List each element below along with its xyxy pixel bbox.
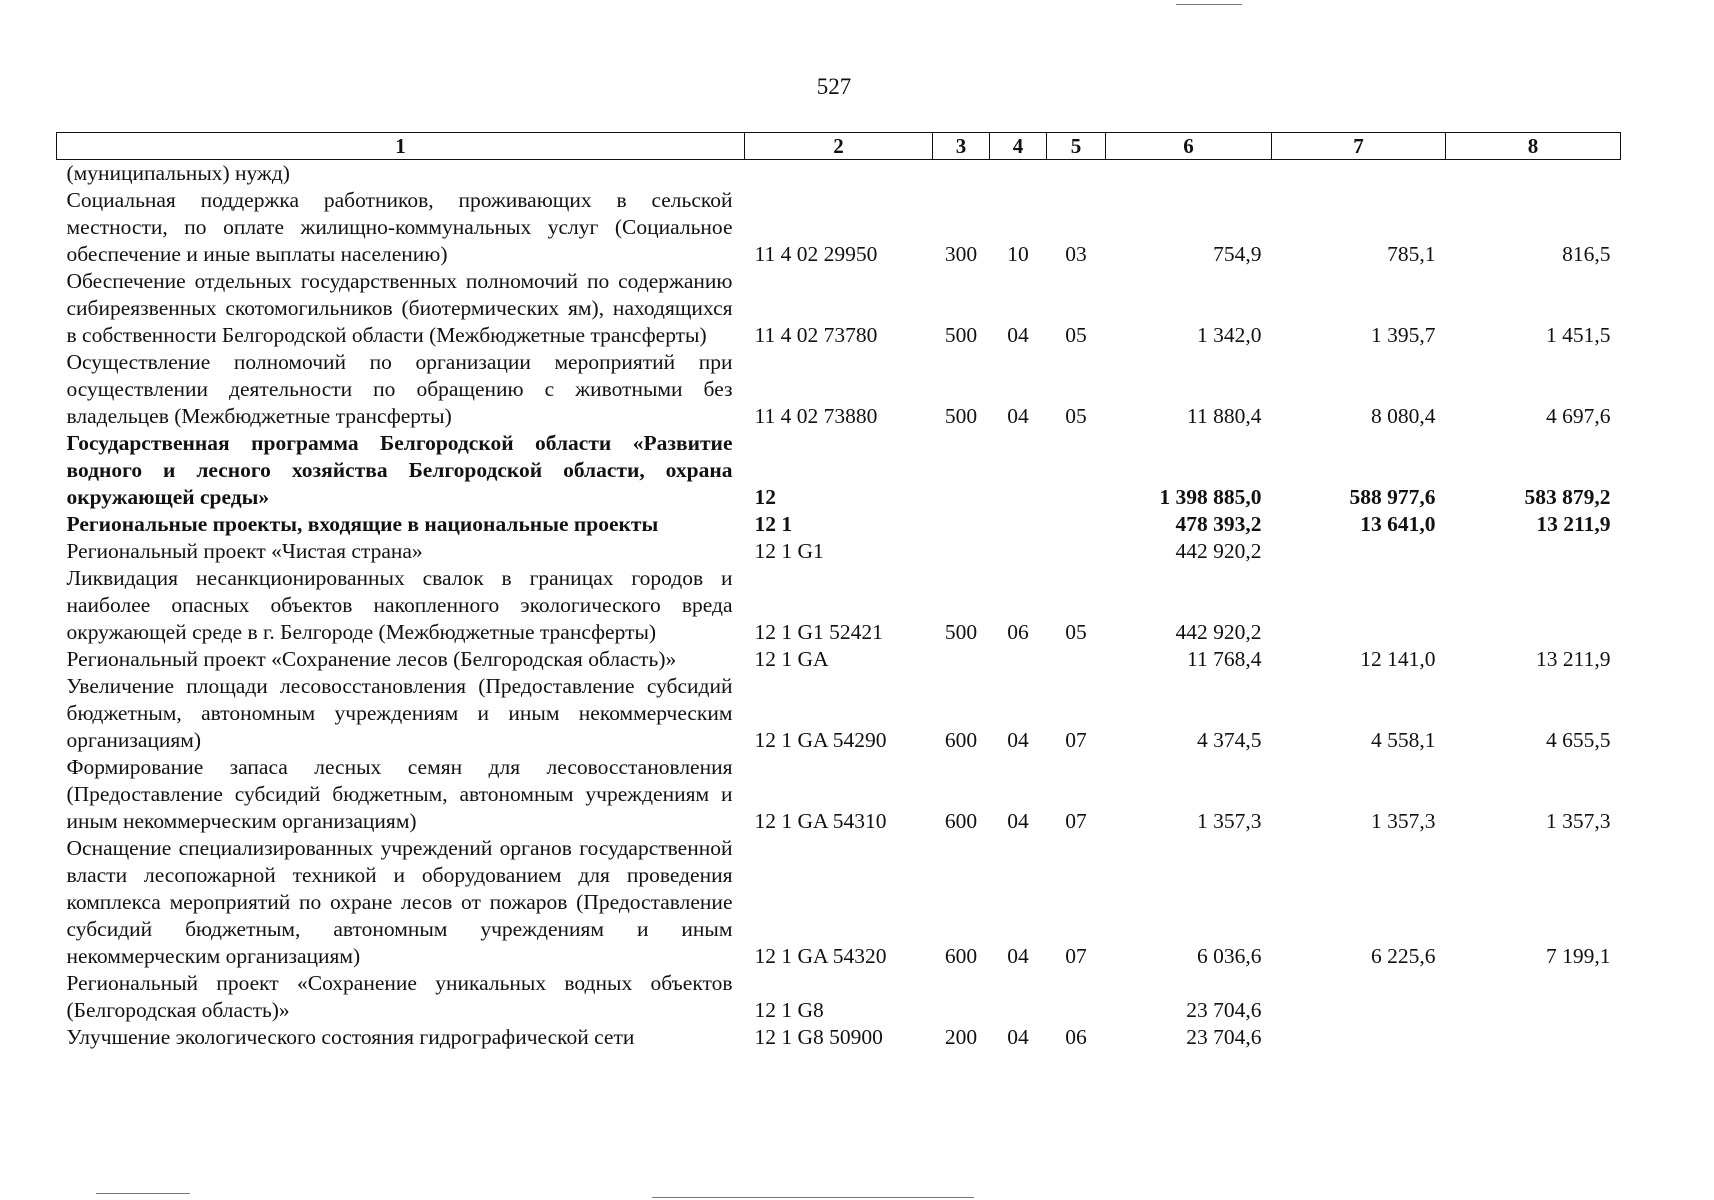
row-code: 11 4 02 29950: [754, 242, 878, 266]
row-code: 12 1 GA 54320: [754, 944, 887, 968]
row-col-5: 05: [1065, 620, 1087, 644]
header-col-4: 4: [990, 133, 1047, 160]
header-col-3: 3: [933, 133, 990, 160]
row-value-7: 1 357,3: [1371, 809, 1436, 833]
header-col-8: 8: [1446, 133, 1621, 160]
row-value-6: 23 704,6: [1186, 998, 1262, 1022]
table-row: [57, 565, 1621, 646]
row-col-4: 04: [1007, 728, 1029, 752]
row-col-4: 04: [1007, 404, 1029, 428]
table-body: [57, 160, 1621, 1052]
table-header-row: [57, 133, 1621, 160]
table-row: [57, 187, 1621, 268]
table-row: [57, 646, 1621, 673]
row-name: Региональный проект «Сохранение уникальных водных объектов (Белгородская область)»: [66, 971, 733, 1022]
row-value-8: 13 211,9: [1536, 512, 1611, 536]
row-col-4: 04: [1007, 809, 1029, 833]
row-code: 12: [754, 485, 776, 509]
row-code: 12 1 GA: [754, 647, 829, 671]
row-value-8: 1 357,3: [1546, 809, 1611, 833]
table-row: [57, 835, 1621, 970]
row-col-5: 05: [1065, 404, 1087, 428]
row-col-5: [1047, 538, 1106, 565]
header-col-6: 6: [1106, 133, 1272, 160]
row-name: Региональный проект «Чистая страна»: [66, 539, 423, 563]
row-value-7: [1272, 970, 1446, 1024]
row-value-8: 583 879,2: [1524, 485, 1611, 509]
row-value-7: 4 558,1: [1371, 728, 1436, 752]
row-col-3: [933, 511, 990, 538]
row-code: 12 1 GA 54310: [754, 809, 887, 833]
row-value-7: 785,1: [1387, 242, 1436, 266]
row-code: 12 1 G8: [754, 998, 824, 1022]
row-value-6: 1 342,0: [1197, 323, 1262, 347]
row-value-6: 4 374,5: [1197, 728, 1262, 752]
table-row: [57, 1024, 1621, 1051]
row-value-8: [1446, 160, 1621, 188]
row-value-7: 12 141,0: [1360, 647, 1436, 671]
row-value-8: 4 655,5: [1546, 728, 1611, 752]
header-col-1: 1: [57, 133, 745, 160]
row-value-8: [1446, 538, 1621, 565]
header-col-2: 2: [745, 133, 933, 160]
row-code: 12 1 G1 52421: [754, 620, 883, 644]
row-col-4: 04: [1007, 323, 1029, 347]
table-row: [57, 970, 1621, 1024]
row-col-3: 300: [944, 242, 978, 266]
table-row: [57, 349, 1621, 430]
row-col-4: 10: [1007, 242, 1029, 266]
row-code: 12 1 GA 54290: [754, 728, 887, 752]
table-row: [57, 538, 1621, 565]
row-col-5: 07: [1065, 809, 1087, 833]
row-name: Формирование запаса лесных семян для лесовосстановления (Предоставление субсидий бюджетным, автономным учреждениям и иным некоммерческим организациям): [66, 755, 733, 833]
row-col-5: 07: [1065, 944, 1087, 968]
table-row: [57, 511, 1621, 538]
row-col-3: [933, 970, 990, 1024]
row-value-8: 13 211,9: [1536, 647, 1611, 671]
table-row: [57, 160, 1621, 188]
header-col-5: 5: [1047, 133, 1106, 160]
row-col-3: 600: [944, 944, 978, 968]
row-col-4: [990, 646, 1047, 673]
row-value-6: 6 036,6: [1197, 944, 1262, 968]
row-code: [745, 160, 933, 188]
row-col-4: [990, 538, 1047, 565]
row-code: 12 1 G8 50900: [754, 1025, 883, 1049]
row-col-5: [1047, 646, 1106, 673]
row-col-5: [1047, 160, 1106, 188]
header-col-7: 7: [1272, 133, 1446, 160]
row-name: (муниципальных) нужд): [66, 161, 290, 185]
row-value-6: 23 704,6: [1186, 1025, 1262, 1049]
page-number: 527: [816, 74, 852, 99]
row-value-6: 442 920,2: [1175, 539, 1262, 563]
row-value-8: [1446, 565, 1621, 646]
row-value-7: [1272, 538, 1446, 565]
row-value-8: [1446, 1024, 1621, 1051]
row-value-7: [1272, 160, 1446, 188]
row-value-7: 588 977,6: [1349, 485, 1436, 509]
row-col-5: 03: [1065, 242, 1087, 266]
row-col-3: [933, 646, 990, 673]
row-name: Обеспечение отдельных государственных полномочий по содержанию сибиреязвенных скотомогильников (биотермических ям), находящихся в собственности Белгородской области (Межбюджетные трансферты): [66, 269, 733, 347]
row-col-3: [933, 430, 990, 511]
row-col-3: 500: [944, 404, 978, 428]
row-code: 12 1 G1: [754, 539, 824, 563]
row-value-7: 1 395,7: [1371, 323, 1436, 347]
row-col-5: [1047, 511, 1106, 538]
budget-table: [56, 132, 1621, 1051]
row-col-4: 06: [1007, 620, 1029, 644]
row-value-8: [1446, 970, 1621, 1024]
row-value-7: 8 080,4: [1371, 404, 1436, 428]
row-col-4: [990, 430, 1047, 511]
row-name: Осуществление полномочий по организации мероприятий при осуществлении деятельности по обращению с животными без владельцев (Межбюджетные трансферты): [66, 350, 733, 428]
row-col-5: 06: [1065, 1025, 1087, 1049]
row-code: 11 4 02 73780: [754, 323, 878, 347]
row-col-5: [1047, 970, 1106, 1024]
row-col-4: [990, 970, 1047, 1024]
row-name: Ликвидация несанкционированных свалок в границах городов и наиболее опасных объектов накопленного экологического вреда окружающей среде в г. Белгороде (Межбюджетные трансферты): [66, 566, 733, 644]
row-name: Оснащение специализированных учреждений органов государственной власти лесопожарной техникой и оборудованием для проведения комплекса мероприятий по охране лесов от пожаров (Предоставление субсидий бюджетным, автономным учреждениям и иным некоммерческим организациям): [66, 836, 733, 968]
row-col-3: [933, 160, 990, 188]
row-col-4: [990, 511, 1047, 538]
row-name: Государственная программа Белгородской области «Развитие водного и лесного хозяйства Белгородской области, охрана окружающей среды»: [66, 431, 733, 509]
scan-line-bottom-left: [96, 1193, 190, 1194]
row-col-4: 04: [1007, 1025, 1029, 1049]
row-value-6: 1 398 885,0: [1159, 485, 1262, 509]
row-col-5: 05: [1065, 323, 1087, 347]
row-col-3: 500: [944, 323, 978, 347]
row-value-6: 442 920,2: [1175, 620, 1262, 644]
row-col-3: 600: [944, 728, 978, 752]
row-col-5: 07: [1065, 728, 1087, 752]
row-name: Увеличение площади лесовосстановления (Предоставление субсидий бюджетным, автономным учреждениям и иным некоммерческим организациям): [66, 674, 733, 752]
row-col-3: 500: [944, 620, 978, 644]
row-value-6: 11 880,4: [1187, 404, 1262, 428]
scan-line-top: [1176, 4, 1242, 5]
table-row: [57, 430, 1621, 511]
row-value-6: 754,9: [1213, 242, 1262, 266]
row-col-3: [933, 538, 990, 565]
row-name: Социальная поддержка работников, проживающих в сельской местности, по оплате жилищно-коммунальных услуг (Социальное обеспечение и иные выплаты населению): [66, 188, 733, 266]
row-name: Улучшение экологического состояния гидрографической сети: [66, 1025, 635, 1049]
row-value-6: 11 768,4: [1187, 647, 1262, 671]
row-code: 11 4 02 73880: [754, 404, 878, 428]
row-value-8: 1 451,5: [1546, 323, 1611, 347]
row-value-7: 13 641,0: [1360, 512, 1436, 536]
table-row: [57, 673, 1621, 754]
row-value-6: 478 393,2: [1175, 512, 1262, 536]
row-value-6: 1 357,3: [1197, 809, 1262, 833]
row-value-8: 7 199,1: [1546, 944, 1611, 968]
table-row: [57, 754, 1621, 835]
row-col-3: 200: [944, 1025, 978, 1049]
row-col-5: [1047, 430, 1106, 511]
row-name: Региональные проекты, входящие в национальные проекты: [66, 512, 659, 536]
scan-line-bottom-center: [652, 1197, 974, 1198]
row-value-8: 4 697,6: [1546, 404, 1611, 428]
row-code: 12 1: [754, 512, 793, 536]
row-col-3: 600: [944, 809, 978, 833]
row-value-7: [1272, 565, 1446, 646]
table-row: [57, 268, 1621, 349]
row-col-4: 04: [1007, 944, 1029, 968]
row-name: Региональный проект «Сохранение лесов (Белгородская область)»: [66, 647, 677, 671]
row-value-6: [1106, 160, 1272, 188]
row-col-4: [990, 160, 1047, 188]
row-value-7: 6 225,6: [1371, 944, 1436, 968]
row-value-7: [1272, 1024, 1446, 1051]
row-value-8: 816,5: [1562, 242, 1611, 266]
